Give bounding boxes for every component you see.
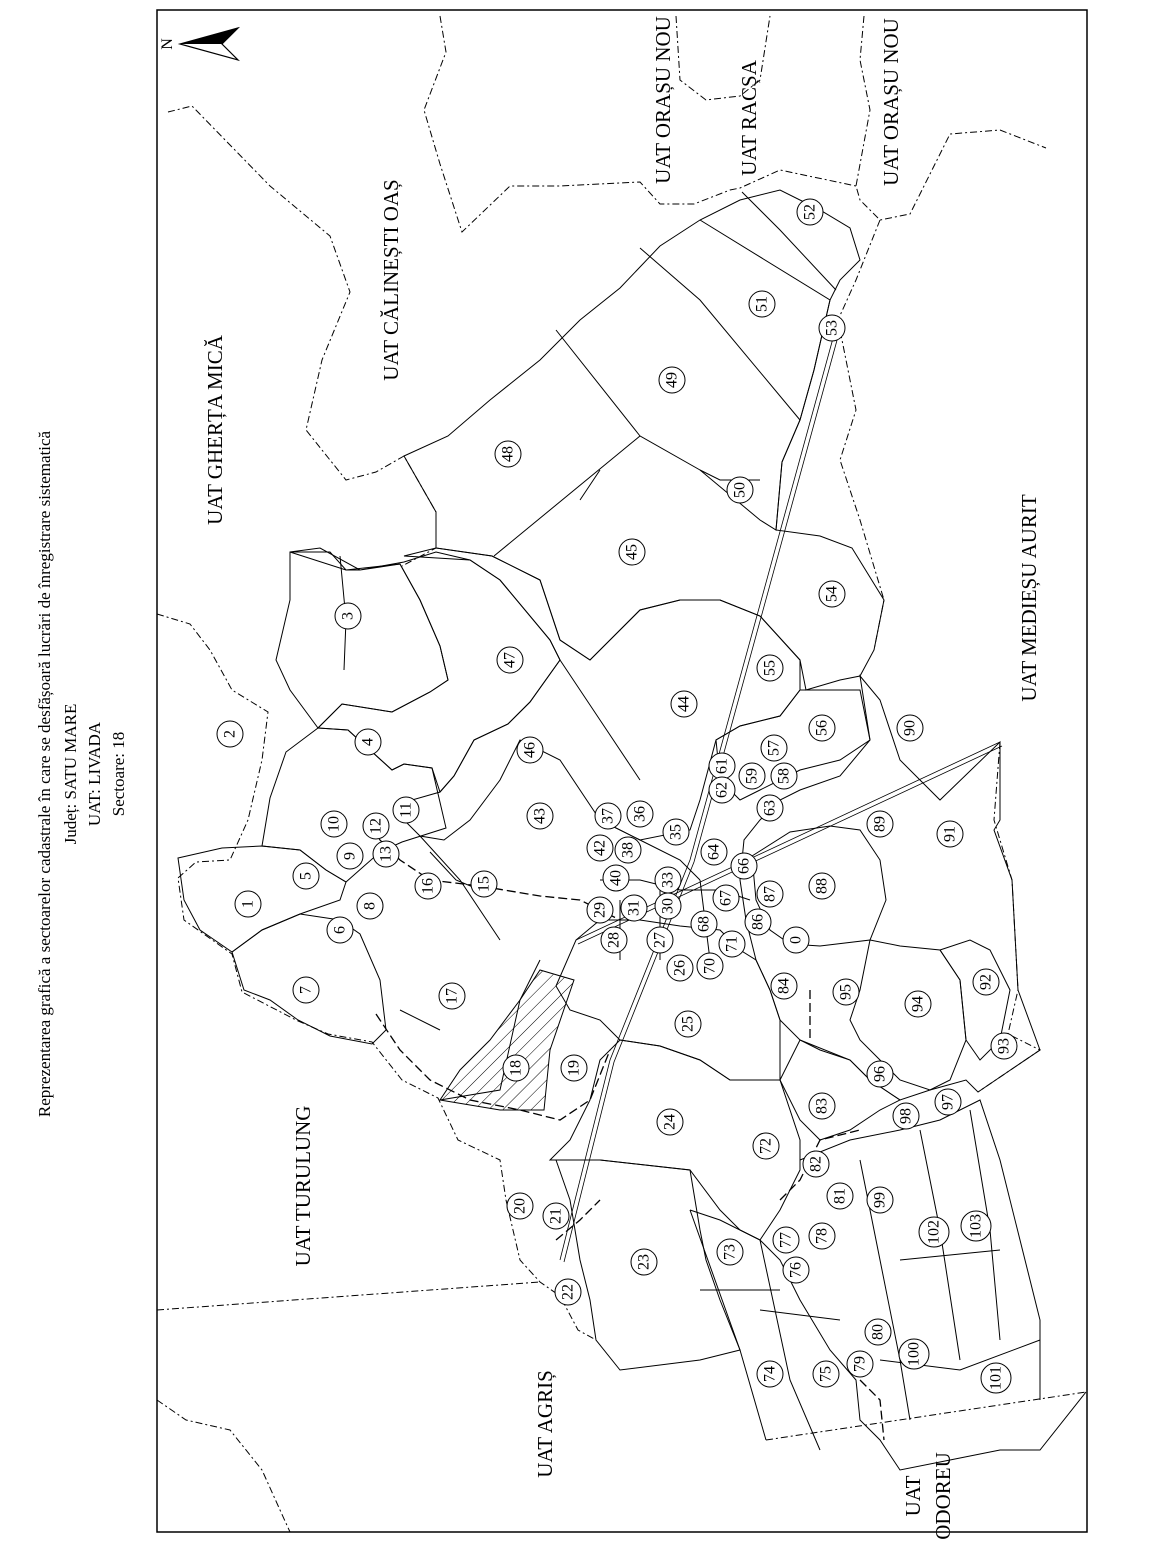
sector-number: 102 (925, 1220, 943, 1244)
sector-marker-74 (757, 1361, 783, 1387)
sector-number: 36 (631, 806, 649, 822)
sector-number: 47 (501, 652, 519, 668)
sector-number: 29 (591, 902, 609, 918)
sector-marker-45 (619, 539, 645, 565)
sector-marker-31 (621, 895, 647, 921)
sector-marker-56 (809, 715, 835, 741)
sector-marker-36 (627, 801, 653, 827)
sector-number: 92 (977, 974, 995, 990)
sector-marker-64 (701, 839, 727, 865)
sector-marker-51 (749, 291, 775, 317)
sector-marker-46 (517, 737, 543, 763)
sector-number: 72 (757, 1138, 775, 1154)
sector-number: 26 (671, 960, 689, 976)
sector-number: 75 (817, 1366, 835, 1382)
sector-number: 83 (813, 1098, 831, 1114)
sector-marker-66 (731, 853, 757, 879)
sector-number: 71 (723, 936, 741, 952)
sector-number: 17 (443, 988, 461, 1004)
sector-marker-6 (327, 917, 353, 943)
sector-number: 76 (787, 1262, 805, 1278)
sector-number: 84 (775, 978, 793, 994)
sector-number: 70 (701, 958, 719, 974)
sector-marker-0 (783, 927, 809, 953)
sector-number: 18 (507, 1060, 525, 1076)
sector-number: 44 (675, 696, 693, 712)
sector-markers (217, 199, 1017, 1393)
sector-number: 103 (967, 1214, 985, 1238)
sector-number: 99 (871, 1192, 889, 1208)
sector-marker-103 (961, 1211, 991, 1241)
sector-marker-50 (727, 477, 753, 503)
uat-boundaries (157, 16, 1086, 1532)
sector-marker-27 (647, 927, 673, 953)
sector-number: 54 (823, 586, 841, 602)
sector-marker-83 (809, 1093, 835, 1119)
sector-marker-48 (495, 441, 521, 467)
sector-marker-8 (357, 893, 383, 919)
sector-marker-15 (471, 871, 497, 897)
sector-number: 31 (625, 900, 643, 916)
sector-marker-61 (709, 753, 735, 779)
sector-marker-75 (813, 1361, 839, 1387)
sector-marker-21 (543, 1203, 569, 1229)
sector-number: 97 (939, 1094, 957, 1110)
sector-number: 9 (341, 852, 359, 860)
sector-marker-90 (897, 715, 923, 741)
sector-marker-54 (819, 581, 845, 607)
sector-marker-102 (919, 1217, 949, 1247)
sector-number: 22 (559, 1284, 577, 1300)
sector-marker-81 (827, 1183, 853, 1209)
sector-number: 80 (869, 1324, 887, 1340)
sector-number: 25 (679, 1016, 697, 1032)
uat-label-orasu-nou-right: UAT ORAȘU NOU (879, 18, 903, 186)
sector-number: 1 (239, 900, 257, 908)
sector-number: 4 (359, 738, 377, 746)
sector-marker-57 (761, 735, 787, 761)
sector-marker-17 (439, 983, 465, 1009)
sector-number: 79 (851, 1356, 869, 1372)
sector-number: 6 (331, 926, 349, 934)
sector-number: 94 (909, 996, 927, 1012)
title-line-3: UAT: LIVADA (85, 721, 104, 827)
sector-number: 96 (871, 1066, 889, 1082)
sector-number: 52 (801, 204, 819, 220)
title-line-1: Reprezentarea grafică a sectoarelor cadastrale în care se desfășoară lucrări de înregistrare sistematică (35, 430, 54, 1118)
sector-number: 20 (511, 1198, 529, 1214)
uat-label-racsa: UAT RACȘA (737, 60, 761, 176)
sector-marker-78 (809, 1223, 835, 1249)
sector-number: 49 (663, 372, 681, 388)
sector-marker-101 (981, 1363, 1011, 1393)
uat-label-medieșu-aurit: UAT MEDIEȘU AURIT (1017, 494, 1041, 702)
title-line-4: Sectoare: 18 (109, 731, 128, 817)
sector-number: 67 (717, 890, 735, 906)
sector-number: 2 (221, 730, 239, 738)
sector-number: 19 (565, 1060, 583, 1076)
sector-marker-53 (819, 315, 845, 341)
uat-label-gherta-mica: UAT GHERȚA MICĂ (203, 335, 227, 525)
sector-number: 24 (661, 1114, 679, 1130)
sector-marker-55 (757, 655, 783, 681)
sector-number: 0 (787, 936, 805, 944)
sector-number: 87 (761, 886, 779, 902)
sector-marker-63 (757, 795, 783, 821)
sector-marker-12 (363, 813, 389, 839)
sector-marker-43 (527, 803, 553, 829)
sector-marker-37 (595, 803, 621, 829)
sector-number: 101 (987, 1366, 1005, 1390)
sector-number: 77 (777, 1232, 795, 1248)
sector-number: 48 (499, 446, 517, 462)
sector-number: 10 (325, 816, 343, 832)
sector-number: 63 (761, 800, 779, 816)
sector-marker-11 (393, 797, 419, 823)
sector-number: 62 (713, 782, 731, 798)
sector-marker-25 (675, 1011, 701, 1037)
sector-marker-18 (503, 1055, 529, 1081)
sector-marker-29 (587, 897, 613, 923)
title-line-2: Județ: SATU MARE (61, 703, 80, 845)
sector-marker-19 (561, 1055, 587, 1081)
uat-label-turulung: UAT TURULUNG (291, 1105, 315, 1267)
sector-number: 98 (897, 1108, 915, 1124)
sector-marker-38 (615, 837, 641, 863)
sector-number: 43 (531, 808, 549, 824)
sector-number: 28 (605, 932, 623, 948)
sector-number: 68 (695, 916, 713, 932)
sector-marker-7 (293, 977, 319, 1003)
sector-number: 13 (377, 846, 395, 862)
sector-marker-84 (771, 973, 797, 999)
sector-marker-24 (657, 1109, 683, 1135)
sector-number: 42 (591, 840, 609, 856)
sector-marker-28 (601, 927, 627, 953)
sector-number: 45 (623, 544, 641, 560)
sector-number: 66 (735, 858, 753, 874)
sector-marker-98 (893, 1103, 919, 1129)
sector-marker-10 (321, 811, 347, 837)
sector-marker-49 (659, 367, 685, 393)
sector-number: 15 (475, 876, 493, 892)
sector-number: 86 (749, 914, 767, 930)
map-frame (157, 10, 1087, 1532)
sector-number: 7 (297, 986, 315, 994)
sector-number: 58 (775, 768, 793, 784)
sector-number: 46 (521, 742, 539, 758)
sector-marker-73 (717, 1239, 743, 1265)
sector-marker-79 (847, 1351, 873, 1377)
sector-number: 37 (599, 808, 617, 824)
sector-marker-3 (335, 603, 361, 629)
sector-number: 78 (813, 1228, 831, 1244)
sector-number: 30 (659, 898, 677, 914)
sector-number: 88 (813, 878, 831, 894)
sector-marker-89 (867, 811, 893, 837)
sector-marker-62 (709, 777, 735, 803)
sector-marker-97 (935, 1089, 961, 1115)
uat-label-calinesti-oas: UAT CĂLINEȘTI OAȘ (379, 179, 403, 381)
sector-marker-72 (753, 1133, 779, 1159)
sector-number: 53 (823, 320, 841, 336)
sector-number: 91 (941, 826, 959, 842)
sector-marker-95 (833, 979, 859, 1005)
sector-number: 57 (765, 740, 783, 756)
sector-number: 55 (761, 660, 779, 676)
sector-number: 8 (361, 902, 379, 910)
sector-number: 16 (419, 878, 437, 894)
sector-marker-1 (235, 891, 261, 917)
sector-marker-9 (337, 843, 363, 869)
sector-number: 90 (901, 720, 919, 736)
sector-number: 95 (837, 984, 855, 1000)
sector-marker-4 (355, 729, 381, 755)
uat-label-agris: UAT AGRIȘ (533, 1370, 557, 1478)
uat-label-orasu-nou-top: UAT ORAȘU NOU (651, 16, 675, 184)
sector-marker-47 (497, 647, 523, 673)
sector-marker-91 (937, 821, 963, 847)
sector-marker-44 (671, 691, 697, 717)
sector-marker-68 (691, 911, 717, 937)
sector-number: 38 (619, 842, 637, 858)
north-arrow-icon (180, 28, 238, 60)
sector-number: 40 (607, 870, 625, 886)
sector-marker-82 (803, 1151, 829, 1177)
sector-number: 5 (297, 872, 315, 880)
sector-marker-99 (867, 1187, 893, 1213)
sector-marker-94 (905, 991, 931, 1017)
sector-number: 11 (397, 802, 415, 818)
sector-number: 93 (995, 1038, 1013, 1054)
sector-marker-22 (555, 1279, 581, 1305)
sector-number: 89 (871, 816, 889, 832)
sector-marker-80 (865, 1319, 891, 1345)
sector-marker-13 (373, 841, 399, 867)
sector-number: 82 (807, 1156, 825, 1172)
sector-number: 51 (753, 296, 771, 312)
sector-marker-35 (663, 819, 689, 845)
sector-number: 74 (761, 1366, 779, 1382)
sector-marker-59 (739, 763, 765, 789)
sector-marker-16 (415, 873, 441, 899)
sector-marker-26 (667, 955, 693, 981)
north-label: N (159, 38, 176, 50)
sector-marker-86 (745, 909, 771, 935)
sector-marker-33 (655, 867, 681, 893)
sector-marker-40 (603, 865, 629, 891)
sector-marker-77 (773, 1227, 799, 1253)
sector-marker-100 (899, 1339, 929, 1369)
sector-number: 81 (831, 1188, 849, 1204)
sector-number: 59 (743, 768, 761, 784)
uat-labels (203, 16, 1041, 1540)
sector-marker-93 (991, 1033, 1017, 1059)
sector-marker-58 (771, 763, 797, 789)
sector-marker-96 (867, 1061, 893, 1087)
sector-marker-5 (293, 863, 319, 889)
sector-marker-42 (587, 835, 613, 861)
sector-marker-71 (719, 931, 745, 957)
sector-number: 50 (731, 482, 749, 498)
sector-number: 73 (721, 1244, 739, 1260)
sector-number: 33 (659, 872, 677, 888)
sector-number: 35 (667, 824, 685, 840)
sector-marker-88 (809, 873, 835, 899)
sector-marker-67 (713, 885, 739, 911)
sector-number: 23 (635, 1254, 653, 1270)
sector-number: 3 (339, 612, 357, 620)
uat-label-odoreu-2: ODOREU (931, 1452, 955, 1540)
sector-number: 21 (547, 1208, 565, 1224)
sector-marker-87 (757, 881, 783, 907)
sector-number: 64 (705, 844, 723, 860)
uat-label-odoreu-1: UAT (901, 1475, 925, 1517)
sector-number: 12 (367, 818, 385, 834)
sector-marker-52 (797, 199, 823, 225)
sector-marker-30 (655, 893, 681, 919)
sector-number: 56 (813, 720, 831, 736)
sector-marker-20 (507, 1193, 533, 1219)
sector-marker-70 (697, 953, 723, 979)
sector-marker-23 (631, 1249, 657, 1275)
sector-marker-76 (783, 1257, 809, 1283)
sector-number: 27 (651, 932, 669, 948)
sector-number: 61 (713, 758, 731, 774)
sector-marker-92 (973, 969, 999, 995)
sector-marker-2 (217, 721, 243, 747)
sector-number: 100 (905, 1342, 923, 1366)
